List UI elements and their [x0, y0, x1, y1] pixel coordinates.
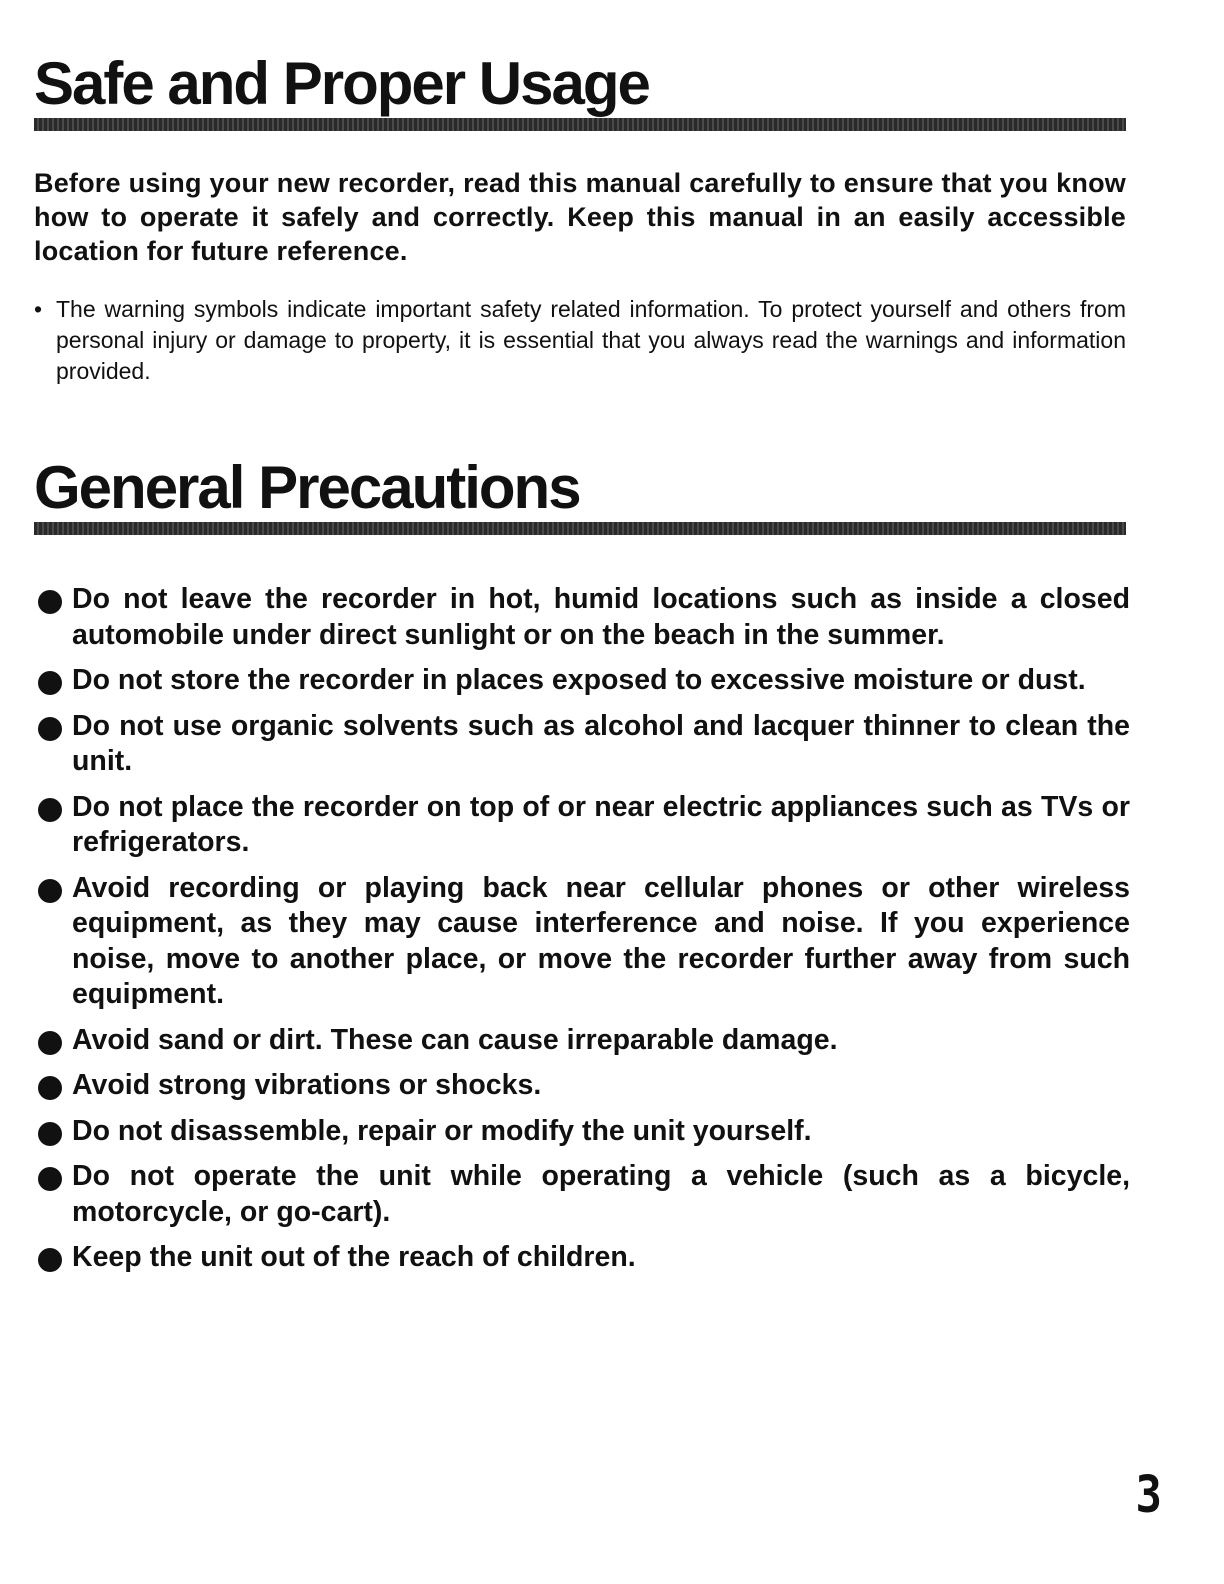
list-item-text: Do not use organic solvents such as alcohol and lacquer thinner to clean the unit. [72, 709, 1130, 777]
precautions-list [38, 582, 1130, 1286]
list-item [38, 871, 1130, 1013]
list-item-text: Do not leave the recorder in hot, humid locations such as inside a closed automobile under direct sunlight or on the beach in the summer. [72, 583, 1130, 651]
bullet-icon [38, 1076, 62, 1100]
list-item [38, 1114, 1130, 1150]
list-item [38, 790, 1130, 861]
list-item-text: Do not place the recorder on top of or near electric appliances such as TVs or refrigerators. [72, 790, 1130, 858]
list-item-text: Keep the unit out of the reach of children. [72, 1241, 636, 1273]
list-item [38, 582, 1130, 653]
list-item-text: Do not operate the unit while operating a vehicle (such as a bicycle, motorcycle, or go-cart). [72, 1160, 1130, 1228]
list-item-text: Avoid strong vibrations or shocks. [72, 1069, 542, 1101]
warning-note-text: The warning symbols indicate important safety related information. To protect yourself and others from personal injury or damage to property, it is essential that you always read the warnings and information provided. [56, 296, 1126, 384]
list-item [38, 1023, 1130, 1059]
list-item [38, 663, 1130, 699]
bullet-icon [38, 798, 62, 822]
warning-note [34, 294, 1126, 387]
list-item [38, 1159, 1130, 1230]
bullet-icon [38, 1031, 62, 1055]
bullet-icon [38, 1167, 62, 1191]
list-item-text: Do not store the recorder in places exposed to excessive moisture or dust. [72, 664, 1086, 696]
list-item [38, 1068, 1130, 1104]
list-item-text: Avoid recording or playing back near cellular phones or other wireless equipment, as they may cause interference and noise. If you experience noise, move to another place, or move the recorder further away from such equipment. [72, 871, 1130, 1010]
note-bullet: • [34, 296, 43, 322]
bullet-icon [38, 717, 62, 741]
intro-paragraph: Before using your new recorder, read this manual carefully to ensure that you know how to operate it safely and correctly. Keep this manual in an easily accessible location for future reference. [34, 168, 1126, 266]
bullet-icon [38, 879, 62, 903]
section-title-general-precautions: General Precautions [34, 454, 580, 521]
bullet-icon [38, 671, 62, 695]
bullet-icon [38, 1122, 62, 1146]
list-item [38, 1240, 1130, 1276]
bullet-icon [38, 1248, 62, 1272]
list-item-text: Do not disassemble, repair or modify the unit yourself. [72, 1114, 812, 1147]
title-underline-rule [34, 522, 1126, 535]
bullet-icon [38, 590, 62, 614]
list-item [38, 709, 1130, 780]
page-number: 3 [1135, 1466, 1162, 1525]
title-underline-rule [34, 118, 1126, 131]
list-item-text: Avoid sand or dirt. These can cause irreparable damage. [72, 1023, 838, 1056]
section-title-safe-usage: Safe and Proper Usage [34, 50, 649, 117]
